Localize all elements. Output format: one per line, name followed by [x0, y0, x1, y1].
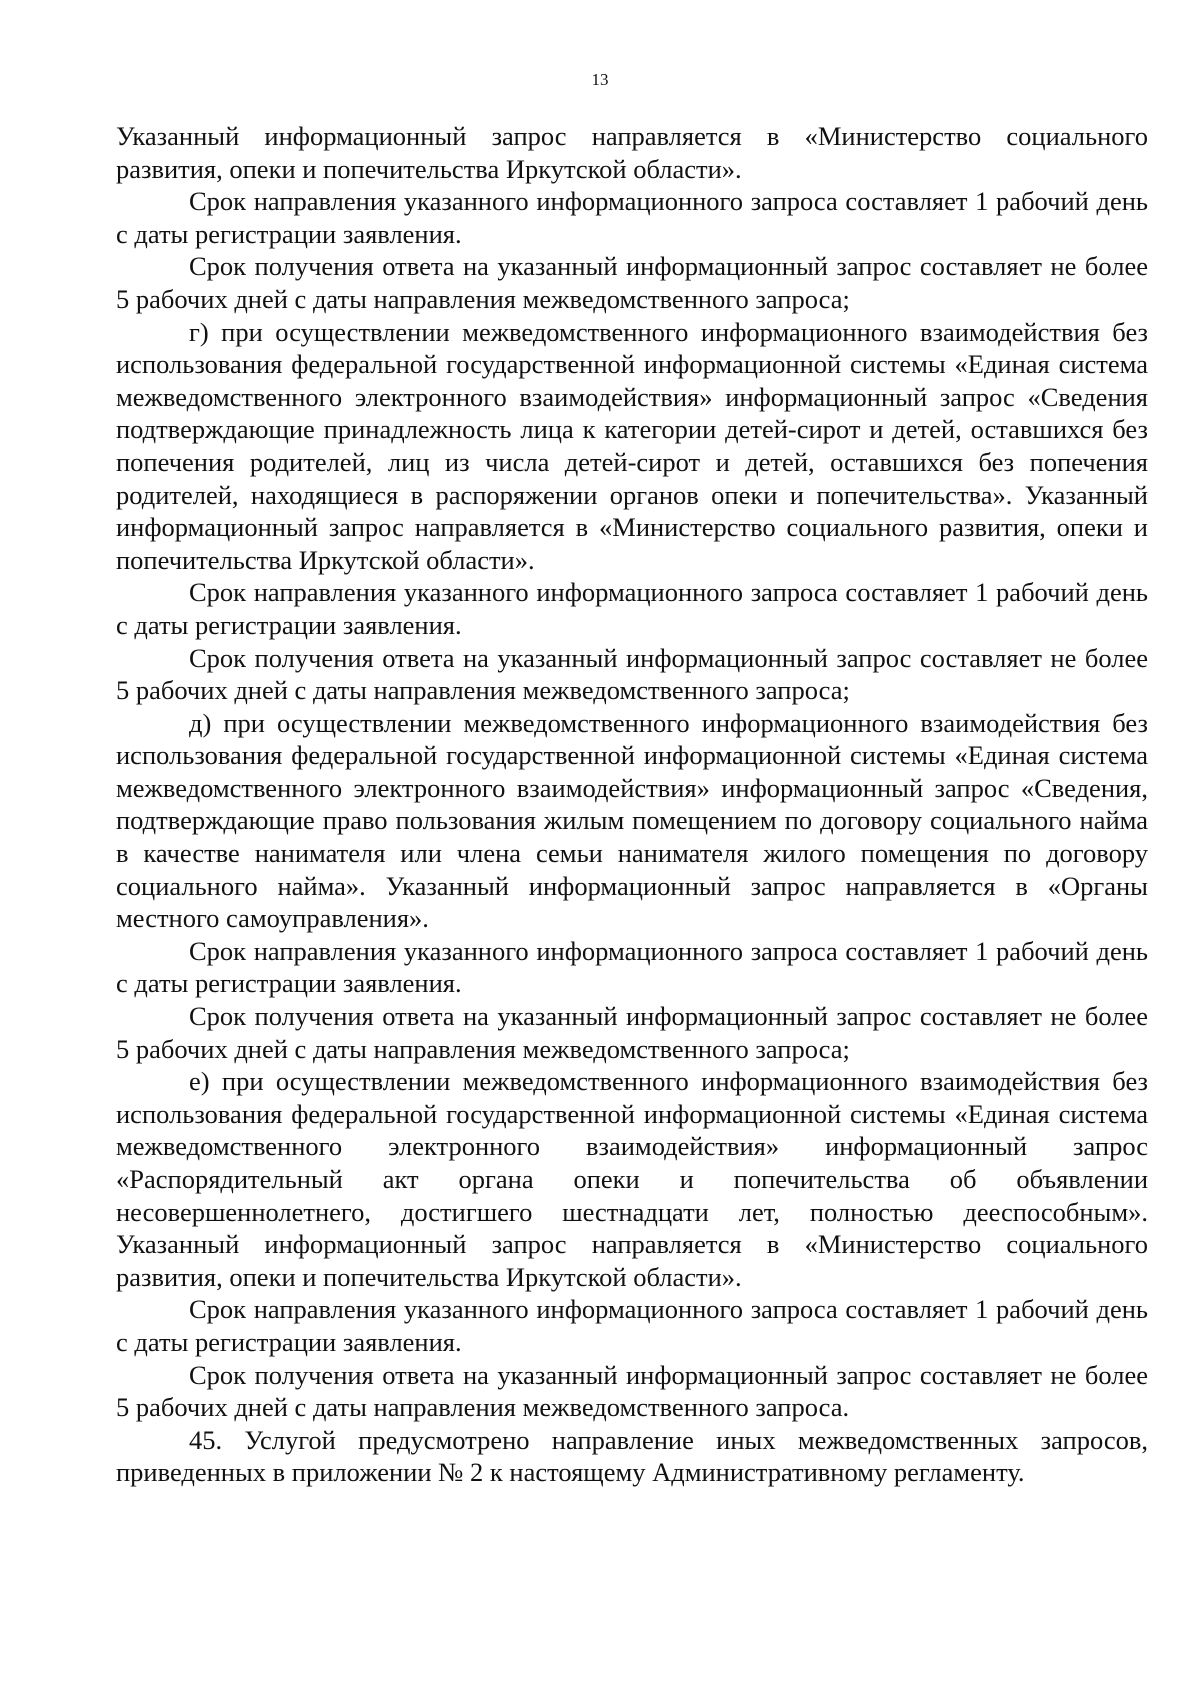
- paragraph-12: Срок получения ответа на указанный информационный запрос составляет не более 5 рабочих дней с даты направления межведомственного запроса.: [116, 1359, 1148, 1423]
- page-number: 13: [591, 70, 609, 89]
- paragraph-11: Срок направления указанного информационного запроса составляет 1 рабочий день с даты регистрации заявления.: [116, 1294, 1148, 1357]
- paragraph-7: д) при осуществлении межведомственного информационного взаимодействия без использования федеральной государственной информационной системы «Единая система межведомственного электронного взаимодействия» информационный запрос «Сведения, подтверждающие право пользования жилым помещением по договору социального найма в качестве нанимателя или члена семьи нанимателя жилого помещения по договору социального найма». Указанный информационный запрос направляется в «Органы местного самоуправления».: [116, 707, 1148, 934]
- paragraph-6: Срок получения ответа на указанный информационный запрос составляет не более 5 рабочих дней с даты направления межведомственного запроса;: [116, 642, 1148, 706]
- paragraph-10: е) при осуществлении межведомственного информационного взаимодействия без использования федеральной государственной информационной системы «Единая система межведомственного электронного взаимодействия» информационный запрос «Распорядительный акт органа опеки и попечительства об объявлении несовершеннолетнего, достигшего шестнадцати лет, полностью дееспособным». Указанный информационный запрос направляется в «Министерство социального развития, опеки и попечительства Иркутской области».: [116, 1066, 1148, 1292]
- paragraph-1: Указанный информационный запрос направляется в «Министерство социального развития, опеки и попечительства Иркутской области».: [116, 121, 1148, 184]
- paragraph-4: г) при осуществлении межведомственного информационного взаимодействия без использования федеральной государственной информационной системы «Единая система межведомственного электронного взаимодействия» информационный запрос «Сведения подтверждающие принадлежность лица к категории детей-сирот и детей, оставшихся без попечения родителей, лиц из числа детей-сирот и детей, оставшихся без попечения родителей, находящиеся в распоряжении органов опеки и попечительства». Указанный информационный запрос направляется в «Министерство социального развития, опеки и попечительства Иркутской области».: [116, 316, 1148, 575]
- paragraph-13: 45. Услугой предусмотрено направление иных межведомственных запросов, приведенных в приложении № 2 к настоящему Административному регламенту.: [116, 1424, 1148, 1488]
- paragraph-8: Срок направления указанного информационного запроса составляет 1 рабочий день с даты регистрации заявления.: [116, 935, 1148, 999]
- paragraph-5: Срок направления указанного информационного запроса составляет 1 рабочий день с даты регистрации заявления.: [116, 577, 1148, 640]
- paragraph-9: Срок получения ответа на указанный информационный запрос составляет не более 5 рабочих дней с даты направления межведомственного запроса;: [116, 1001, 1148, 1064]
- paragraph-3: Срок получения ответа на указанный информационный запрос составляет не более 5 рабочих дней с даты направления межведомственного запроса;: [116, 251, 1148, 314]
- paragraph-2: Срок направления указанного информационного запроса составляет 1 рабочий день с даты регистрации заявления.: [116, 186, 1148, 249]
- document-body: [116, 120, 1148, 1489]
